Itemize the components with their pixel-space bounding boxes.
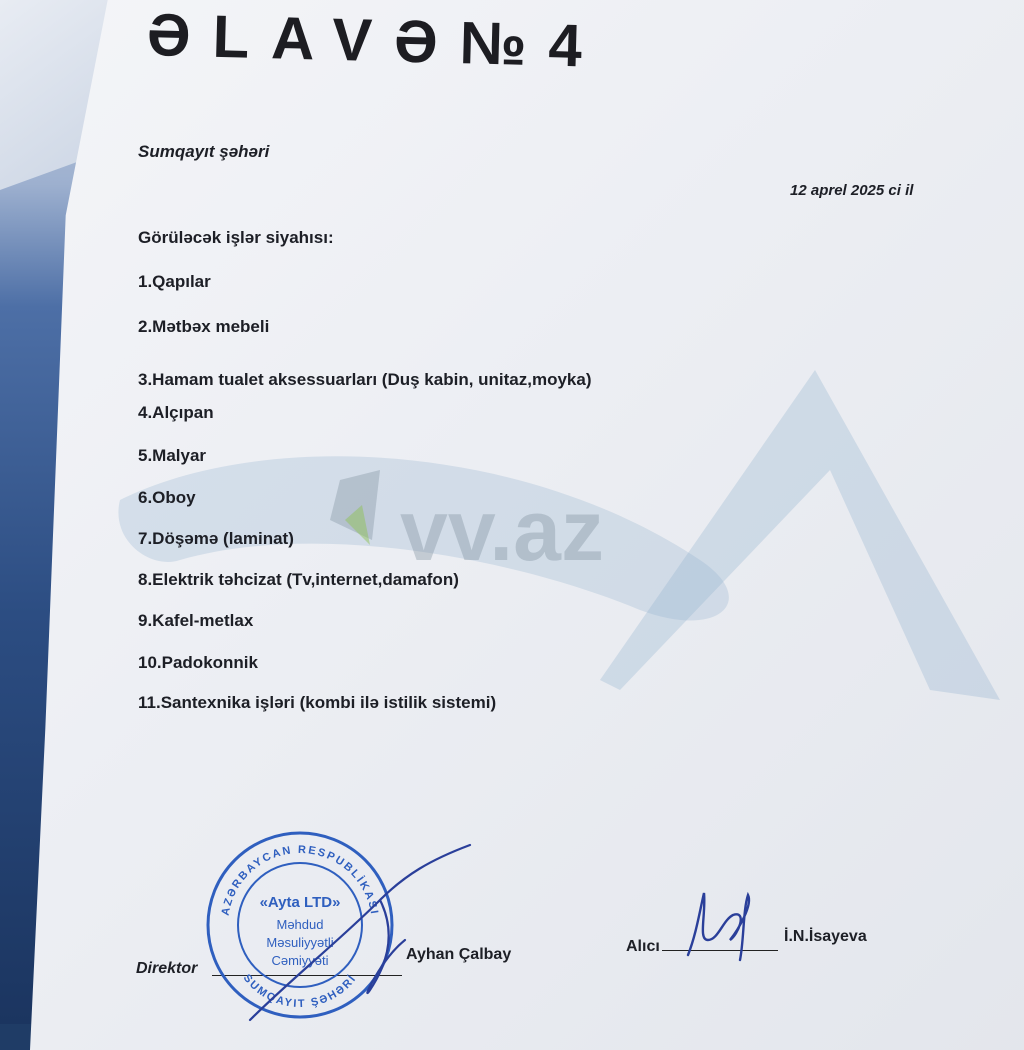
city-label: Sumqayıt şəhəri <box>138 142 270 161</box>
list-item: 11.Santexnika işləri (kombi ilə istilik sistemi) <box>138 693 497 712</box>
date-label: 12 aprel 2025 ci il <box>790 182 914 199</box>
stamp-ring-top-text: AZƏRBAYCAN RESPUBLİKASI <box>219 843 381 917</box>
watermark-text: vv.az <box>400 483 604 579</box>
stamp-ring-bottom-text: SUMQAYIT ŞƏHƏRİ <box>240 972 360 1011</box>
list-item: 9.Kafel-metlax <box>138 611 254 630</box>
list-heading: Görüləcək işlər siyahısı: <box>138 228 334 247</box>
list-item: 1.Qapılar <box>138 272 211 291</box>
list-item: 7.Döşəmə (laminat) <box>138 529 294 548</box>
list-item: 2.Mətbəx mebeli <box>138 317 270 336</box>
document-title: ƏLAVƏ№4 <box>146 0 605 80</box>
stamp-company: «Ayta LTD» <box>259 894 341 911</box>
director-label: Direktor <box>136 960 198 977</box>
list-item: 3.Hamam tualet aksessuarları (Duş kabin, unitaz,moyka) <box>138 370 592 389</box>
receiver-signature-line <box>662 950 778 951</box>
company-stamp <box>200 825 400 1025</box>
list-item: 4.Alçıpan <box>138 403 214 422</box>
list-item: 5.Malyar <box>138 446 207 465</box>
stamp-line-3: Cəmiyyəti <box>271 953 329 968</box>
director-name: Ayhan Çalbay <box>406 946 512 963</box>
receiver-name: İ.N.İsayeva <box>784 928 867 945</box>
list-item: 6.Oboy <box>138 488 196 507</box>
stamp-line-2: Məsuliyyətli <box>266 935 334 950</box>
stamp-line-1: Məhdud <box>276 917 324 932</box>
list-item: 10.Padokonnik <box>138 653 258 672</box>
list-item: 8.Elektrik təhcizat (Tv,internet,damafon) <box>138 570 459 589</box>
receiver-label: Alıcı <box>626 938 660 955</box>
svg-text:SUMQAYIT ŞƏHƏRİ <box>241 972 360 1010</box>
